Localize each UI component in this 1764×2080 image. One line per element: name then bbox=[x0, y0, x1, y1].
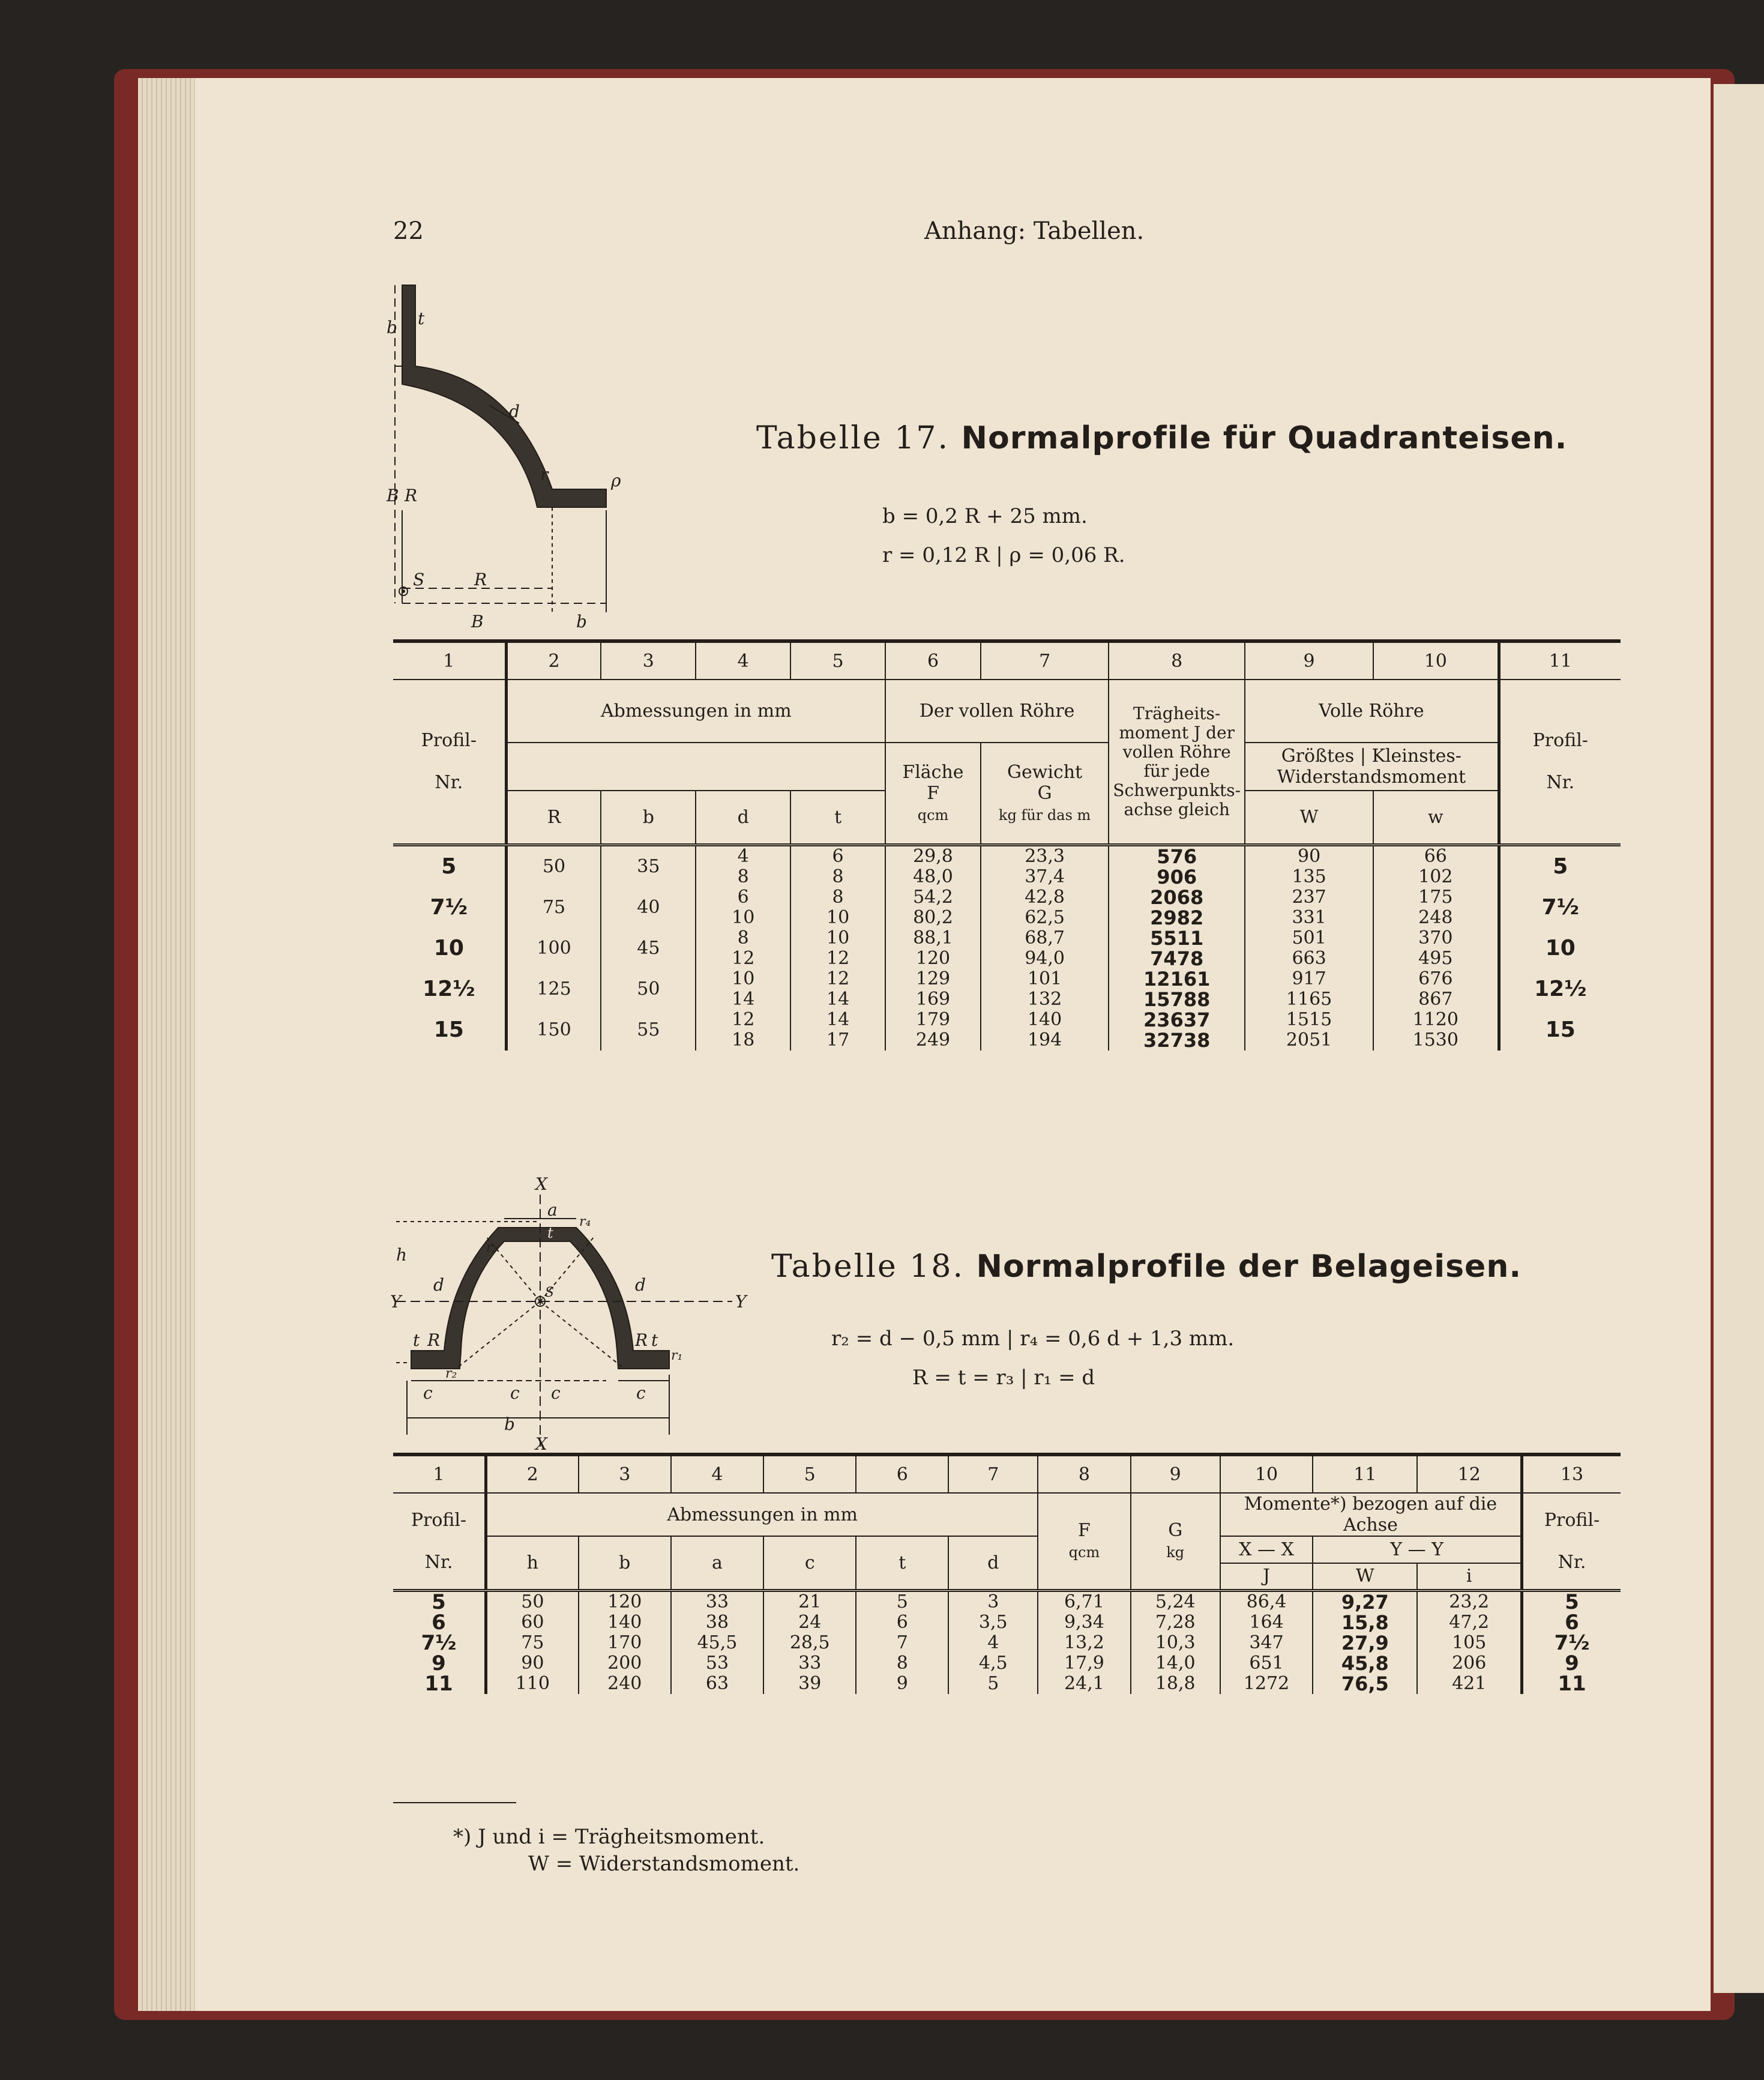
table17-col-F: 29,8 48,0 54,2 80,2 88,1 120 129 169 179 249 bbox=[885, 845, 981, 1051]
table18-col-c: 21 24 28,5 33 39 bbox=[763, 1590, 856, 1694]
fig18-label-t: t bbox=[547, 1225, 553, 1241]
fig18-label-r1: r₁ bbox=[671, 1348, 683, 1363]
fig18-label-b: b bbox=[504, 1414, 515, 1434]
table17-formula-1: b = 0,2 R + 25 mm. bbox=[882, 504, 1088, 528]
fig18-label-X-top: X bbox=[535, 1174, 547, 1194]
fig17-label-r: r bbox=[540, 465, 549, 484]
book-page bbox=[138, 78, 1711, 2011]
table18-header-row-3: J W i bbox=[393, 1563, 1621, 1590]
fig18-label-X-bottom: X bbox=[535, 1434, 547, 1454]
facing-page-edge bbox=[1714, 84, 1764, 1993]
fig18-label-Y-left: Y bbox=[390, 1292, 402, 1312]
table18-col-F: 6,71 9,34 13,2 17,9 24,1 bbox=[1038, 1590, 1130, 1694]
table17-caption bbox=[756, 420, 1567, 456]
table17-col-R: 50 75 100 125 150 bbox=[506, 845, 601, 1051]
table18-h-xx: X — X bbox=[1220, 1536, 1313, 1563]
table18-column-numbers: 1 2 3 4 5 6 7 8 9 10 11 12 13 bbox=[393, 1454, 1621, 1493]
fig18-label-t-right: t bbox=[651, 1330, 658, 1350]
table17-col-profil: 5 7½ 10 12½ 15 bbox=[423, 854, 475, 1042]
fig18-label-r2: r₂ bbox=[445, 1366, 457, 1381]
table18-col-J: 86,4 164 347 651 1272 bbox=[1220, 1590, 1313, 1694]
fig18-label-h: h bbox=[396, 1245, 408, 1265]
table18-data-row bbox=[393, 1590, 1621, 1694]
table18 bbox=[393, 1453, 1621, 1694]
table18-h-yy: Y — Y bbox=[1313, 1536, 1522, 1563]
fig18-label-c3: c bbox=[551, 1383, 561, 1403]
page-number: 22 bbox=[393, 217, 424, 245]
table18-h-profil-right: Profil- Nr. bbox=[1522, 1493, 1621, 1590]
fig18-label-Y-right: Y bbox=[735, 1292, 747, 1312]
fig18-label-d-left: d bbox=[433, 1275, 444, 1295]
table18-h-F: F qcm bbox=[1038, 1493, 1130, 1590]
fig17-label-R2: R bbox=[474, 570, 487, 589]
quadrant-profile-figure bbox=[387, 276, 762, 636]
table17-data-row bbox=[393, 845, 1621, 1051]
table17-col-b: 35 40 45 50 55 bbox=[601, 845, 696, 1051]
table17-col-profil-right: 5 7½ 10 12½ 15 bbox=[1499, 845, 1621, 1051]
table18-col-G: 5,24 7,28 10,3 14,0 18,8 bbox=[1131, 1590, 1220, 1694]
table18-h-G: G kg bbox=[1131, 1493, 1220, 1590]
table17-caption-title: Normalprofile für Quadranteisen. bbox=[961, 420, 1568, 456]
table17-h-vollen-roehre: Der vollen Röhre bbox=[885, 680, 1109, 743]
table18-caption-prefix: Tabelle 18. bbox=[771, 1249, 965, 1285]
table18-h-profil: Profil- Nr. bbox=[393, 1493, 486, 1590]
table17-h-profil-right: Profil- Nr. bbox=[1499, 680, 1621, 845]
footnote-line-1: *) J und i = Trägheitsmoment. bbox=[453, 1825, 765, 1849]
belageisen-profile-figure bbox=[390, 1171, 780, 1454]
fig18-label-R-right: R bbox=[635, 1330, 648, 1350]
table17-header-row-2 bbox=[393, 743, 1621, 791]
table18-header-row-2: h b a c t d X — X Y — Y bbox=[393, 1536, 1621, 1563]
table17-col-G: 23,3 37,4 42,8 62,5 68,7 94,0 101 132 140 194 bbox=[981, 845, 1109, 1051]
table18-col-profil-right: 5 6 7½ 9 11 bbox=[1522, 1590, 1621, 1694]
table17-column-numbers: 1 2 3 4 5 6 7 8 9 10 11 bbox=[393, 641, 1621, 680]
table17 bbox=[393, 639, 1621, 1051]
table17-h-profil: Profil- Nr. bbox=[393, 680, 506, 845]
table18-h-momente: Momente*) bezogen auf die Achse bbox=[1220, 1493, 1522, 1536]
fig17-label-b2: b bbox=[576, 612, 587, 632]
fig18-label-r4: r₄ bbox=[579, 1214, 591, 1229]
table18-col-h: 50 60 75 90 110 bbox=[486, 1590, 578, 1694]
table17-h-volle-roehre: Volle Röhre bbox=[1245, 680, 1499, 743]
fig18-label-d-right: d bbox=[635, 1275, 646, 1295]
table17-h-abmessungen: Abmessungen in mm bbox=[506, 680, 885, 743]
footnote-rule bbox=[393, 1802, 516, 1803]
fig17-label-B: B bbox=[387, 486, 399, 505]
fig18-label-c4: c bbox=[636, 1383, 646, 1403]
fig18-label-S: S bbox=[545, 1285, 555, 1300]
page-edge-stack bbox=[138, 78, 195, 2011]
table17-caption-prefix: Tabelle 17. bbox=[756, 420, 950, 456]
running-title: Anhang: Tabellen. bbox=[924, 217, 1145, 245]
table18-col-profil: 5 6 7½ 9 11 bbox=[421, 1590, 457, 1696]
fig17-label-S: S bbox=[413, 570, 425, 589]
table18-formula-1: r₂ = d − 0,5 mm | r₄ = 0,6 d + 1,3 mm. bbox=[831, 1327, 1235, 1351]
table17-h-gewicht: Gewicht G kg für das m bbox=[981, 743, 1109, 845]
table18-col-i: 23,2 47,2 105 206 421 bbox=[1417, 1590, 1522, 1694]
fig17-label-R: R bbox=[405, 486, 418, 505]
table17-col-d: 4 8 6 10 8 12 10 14 12 18 bbox=[696, 845, 790, 1051]
table17-header-row-1 bbox=[393, 680, 1621, 743]
fig18-label-c1: c bbox=[423, 1383, 433, 1403]
fig18-label-a: a bbox=[547, 1200, 558, 1220]
fig17-label-d: d bbox=[509, 402, 520, 421]
table17-h-flaeche: Fläche F qcm bbox=[885, 743, 981, 845]
table17-header-row-3: R b d t W w bbox=[393, 791, 1621, 845]
fig17-label-B2: B bbox=[471, 612, 484, 632]
table18-col-W: 9,27 15,8 27,9 45,8 76,5 bbox=[1313, 1590, 1417, 1694]
table17-h-widerstand: Größtes | Kleinstes- Widerstandsmoment bbox=[1245, 743, 1499, 791]
fig17-label-t: t bbox=[418, 309, 425, 328]
fig18-label-c2: c bbox=[510, 1383, 520, 1403]
table17-col-w: 66 102 175 248 370 495 676 867 1120 1530 bbox=[1373, 845, 1499, 1051]
footnote-line-2: W = Widerstandsmoment. bbox=[528, 1852, 800, 1876]
table17-col-W: 90 135 237 331 501 663 917 1165 1515 2051 bbox=[1245, 845, 1373, 1051]
table18-col-t: 5 6 7 8 9 bbox=[856, 1590, 948, 1694]
table17-formula-2: r = 0,12 R | ρ = 0,06 R. bbox=[882, 543, 1125, 567]
fig18-label-r3: r₃ bbox=[486, 1240, 498, 1255]
fig17-label-b: b bbox=[387, 318, 397, 337]
fig18-label-R-left: R bbox=[427, 1330, 441, 1350]
table18-col-d: 3 3,5 4 4,5 5 bbox=[948, 1590, 1038, 1694]
table18-caption bbox=[771, 1249, 1522, 1285]
table18-header-row-1 bbox=[393, 1493, 1621, 1536]
table17-col-t: 6 8 8 10 10 12 12 14 14 17 bbox=[790, 845, 885, 1051]
table18-col-a: 33 38 45,5 53 63 bbox=[671, 1590, 763, 1694]
table18-col-b: 120 140 170 200 240 bbox=[579, 1590, 671, 1694]
table18-caption-title: Normalprofile der Belageisen. bbox=[976, 1249, 1522, 1285]
table17-col-J: 576 906 2068 2982 5511 7478 12161 15788 23637 32738 bbox=[1109, 845, 1245, 1051]
table18-h-abmessungen: Abmessungen in mm bbox=[486, 1493, 1038, 1536]
table17-h-traegheitsmoment: Trägheits- moment J der vollen Röhre für jede Schwerpunkts- achse gleich bbox=[1109, 680, 1245, 845]
fig17-label-rho: ρ bbox=[611, 471, 621, 490]
fig18-label-t-left: t bbox=[413, 1330, 420, 1350]
table18-formula-2: R = t = r₃ | r₁ = d bbox=[912, 1366, 1095, 1390]
